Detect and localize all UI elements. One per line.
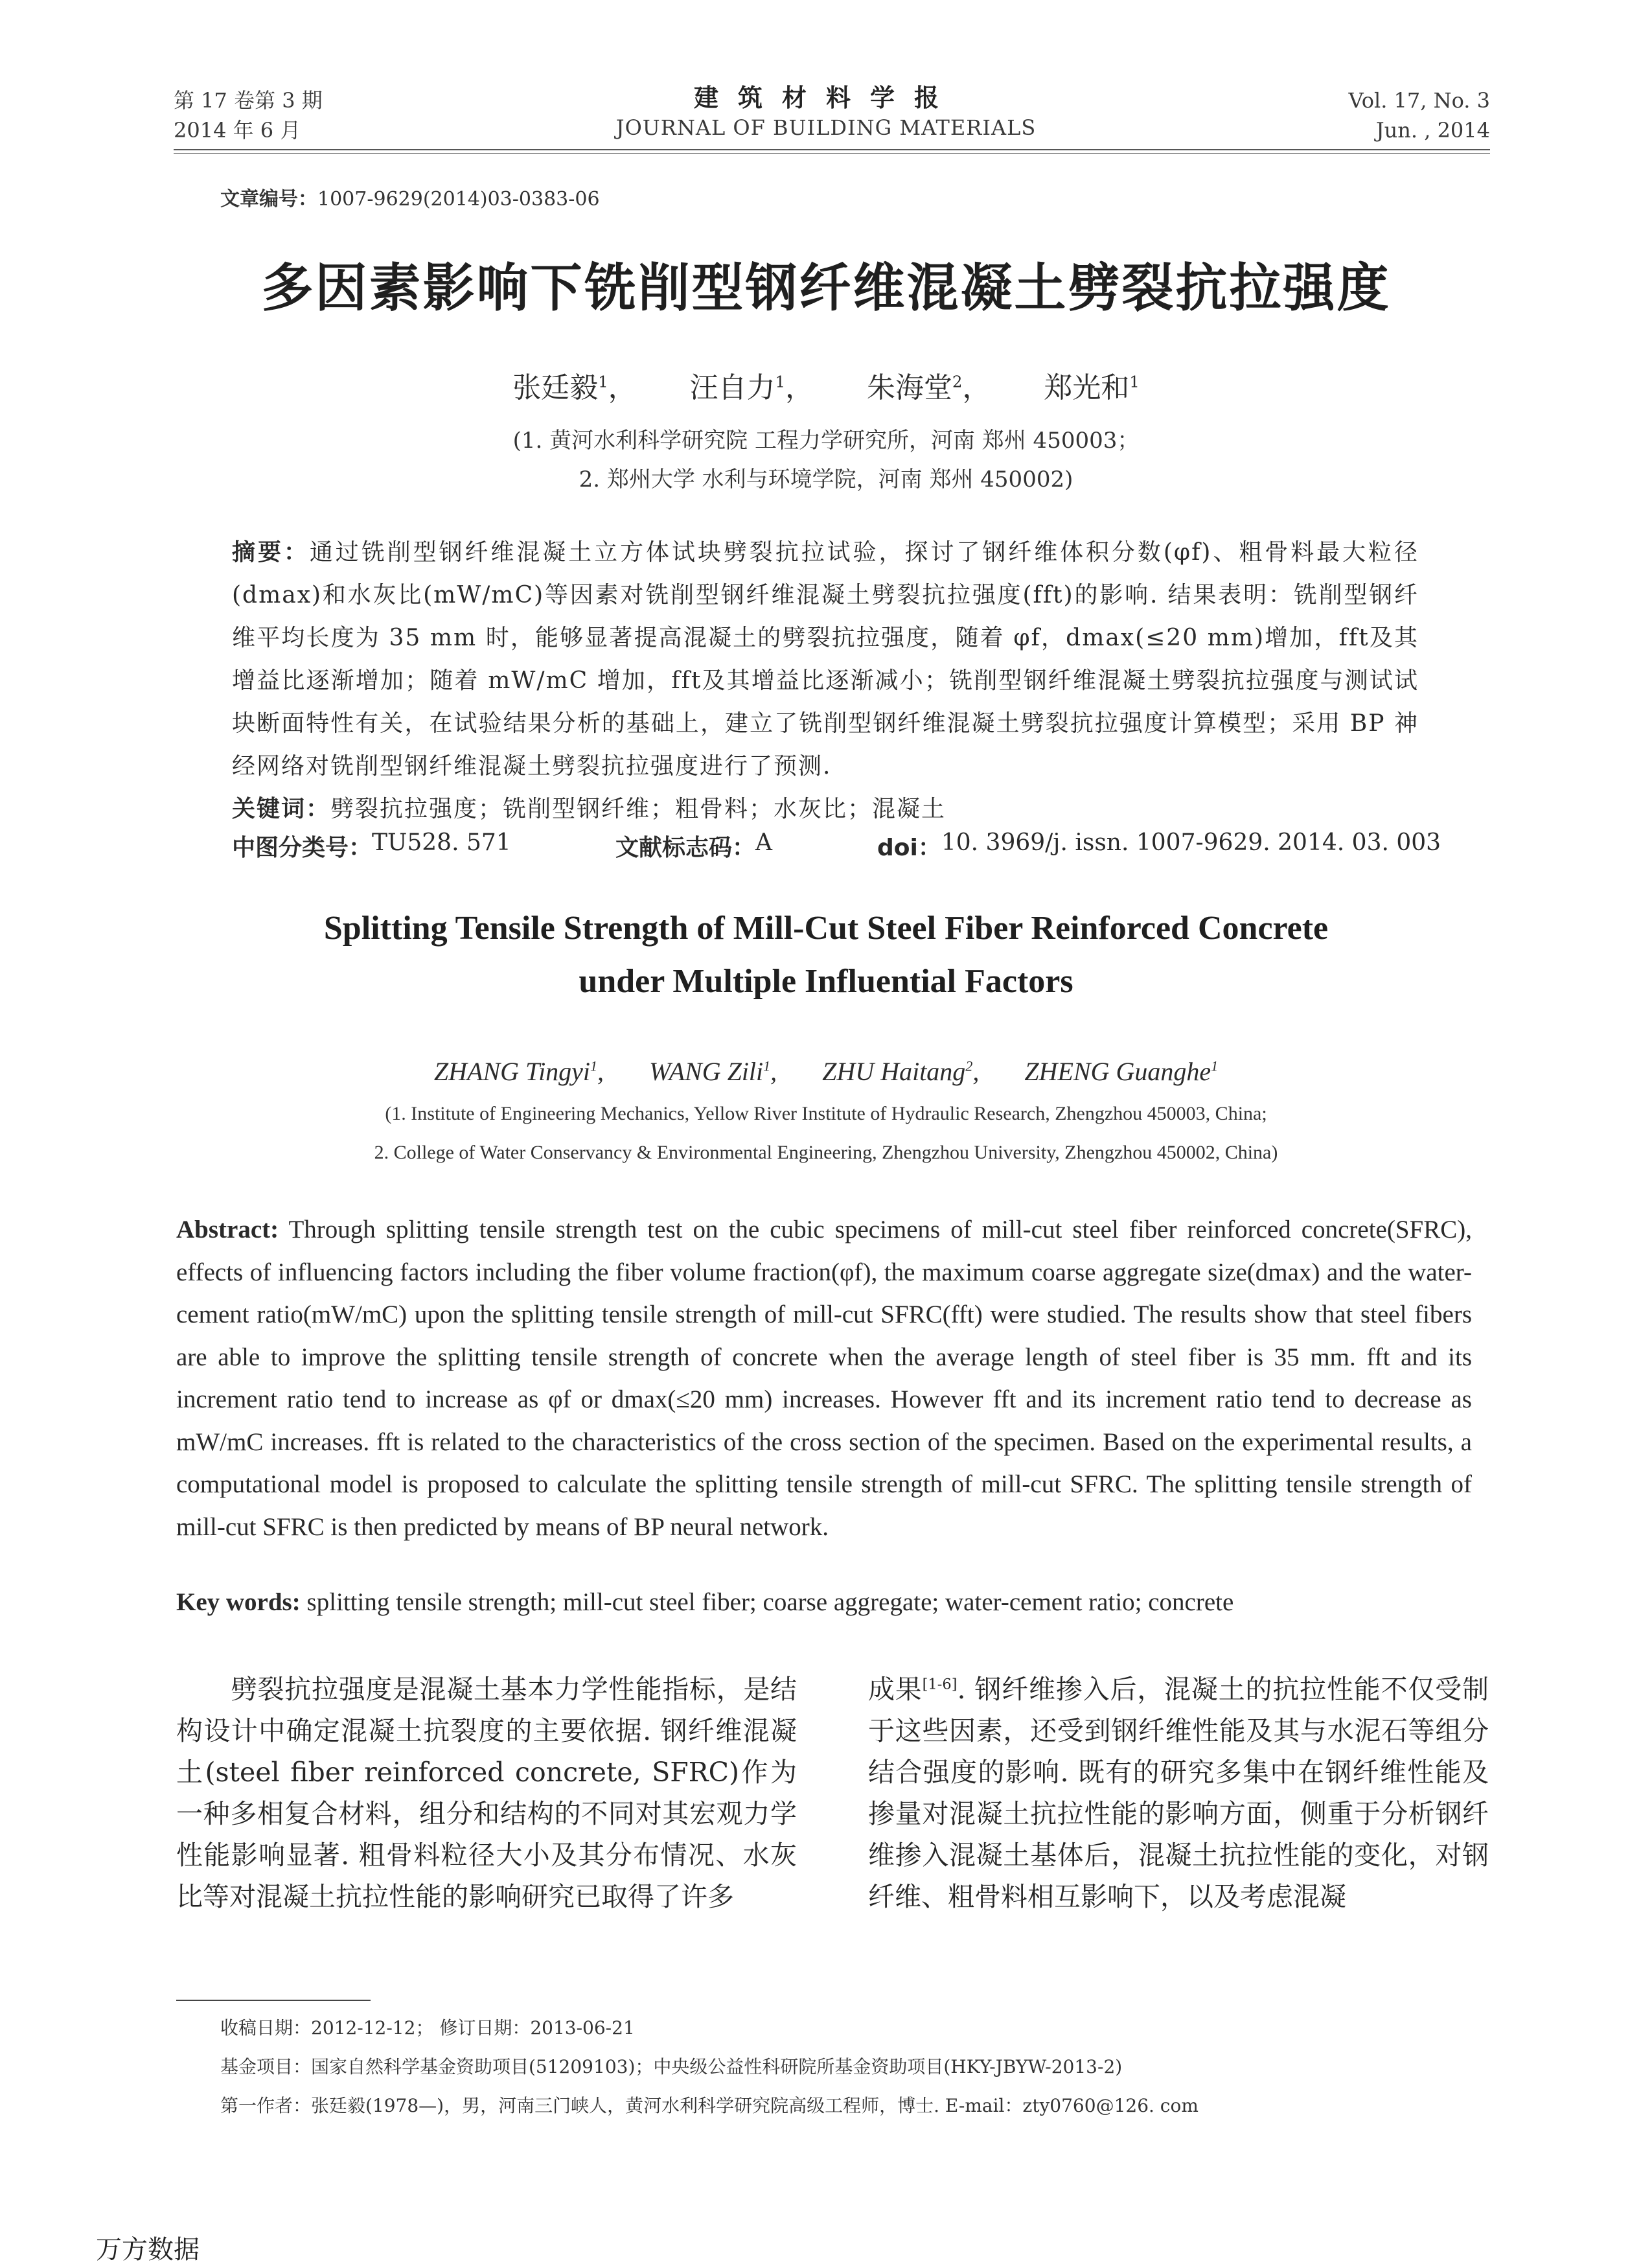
- document-code: 文献标志码： A: [615, 829, 773, 861]
- abstract-cn: [232, 531, 1419, 831]
- author-cn: 汪自力$^1$，: [689, 371, 814, 404]
- doi: doi： 10. 3969/j. issn. 1007-9629. 2014. 03. 003: [877, 829, 1441, 861]
- title-cn: 多因素影响下铣削型钢纤维混凝土劈裂抗拉强度: [261, 258, 1391, 318]
- footer-watermark: 万方数据: [96, 2235, 200, 2265]
- abstract-cn-label: 摘要：: [232, 539, 310, 566]
- author-cn: 张廷毅$^1$，: [512, 371, 637, 404]
- volume-en: Vol. 17, No. 3: [1348, 88, 1490, 113]
- article-number-label: 文章编号：: [220, 188, 317, 211]
- header-rule: [174, 149, 1490, 150]
- footnote-received: 收稿日期：2012-12-12； 修订日期：2013-06-21: [220, 2017, 635, 2039]
- journal-name-en: JOURNAL OF BUILDING MATERIALS: [615, 115, 1037, 140]
- keywords-en: [176, 1588, 1472, 1617]
- keywords-en-text: splitting tensile strength; mill-cut steel fiber; coarse aggregate; water-cement ratio; concrete: [306, 1588, 1234, 1616]
- author-en: WANG Zili$^1$,: [649, 1057, 777, 1086]
- body-column-right: 成果[1-6]. 钢纤维掺入后，混凝土的抗拉性能不仅受制于这些因素，还受到钢纤维性能及其与水泥石等组分结合强度的影响. 既有的研究多集中在钢纤维性能及掺量对混凝土抗拉性能的影响方面，侧重于分析钢纤维掺入混凝土基体后，混凝土抗拉性能的变化，对钢纤维、粗骨料相互影响下，以及考虑混凝: [868, 1674, 1489, 1912]
- volume-cn: 第 17 卷第 3 期: [174, 88, 323, 113]
- keywords-cn-text: 劈裂抗拉强度；铣削型钢纤维；粗骨料；水灰比；混凝土: [330, 796, 946, 822]
- journal-name-cn: 建筑材料学报: [693, 83, 958, 112]
- date-en: Jun. , 2014: [1375, 118, 1490, 143]
- affiliation-cn-2: 2. 郑州大学 水利与环境学院，河南 郑州 450002): [579, 467, 1073, 492]
- author-en: ZHANG Tingyi$^1$,: [433, 1057, 604, 1086]
- authors-en: [0, 1056, 1652, 1087]
- clc-code: 中图分类号： TU528. 571: [232, 829, 511, 861]
- authors-cn: [0, 364, 1652, 406]
- author-cn: 朱海堂$^2$，: [867, 371, 991, 404]
- article-number-value: 1007-9629(2014)03-0383-06: [317, 188, 600, 211]
- header-rule-thin: [174, 153, 1490, 154]
- citation: [1-6]: [922, 1676, 958, 1693]
- affiliation-cn-1: (1. 黄河水利科学研究院 工程力学研究所，河南 郑州 450003；: [512, 428, 1140, 454]
- running-header-right: [1349, 86, 1490, 145]
- keywords-en-label: Key words:: [176, 1588, 301, 1616]
- title-en: [0, 902, 1652, 1008]
- author-cn: 郑光和$^1$: [1044, 371, 1140, 404]
- footnote-first-author: 第一作者：张廷毅(1978—)，男，河南三门峡人，黄河水利科学研究院高级工程师，博士. E-mail：zty0760@126. com: [220, 2095, 1199, 2116]
- classification-row: [232, 829, 1441, 868]
- title-en-line-2: under Multiple Influential Factors: [579, 963, 1073, 1000]
- abstract-en-text: Through splitting tensile strength test on the cubic specimens of mill-cut steel fiber reinforced concrete(SFRC), effects of influencing factors including the fiber volume fraction(φf), the maximum coarse aggregate size(dmax) and the water-cement ratio(mW/mC) upon the splitting tensile strength of mill-cut SFRC(fft) were studied. The results show that steel fibers are able to improve the splitting tensile strength of concrete when the average length of steel fiber is 35 mm. fft and its increment ratio tend to increase as φf or dmax(≤20 mm) increases. However fft and its increment ratio tend to decrease as mW/mC increases. fft is related to the characteristics of the cross section of the specimen. Based on the experimental results, a computational model is proposed to calculate the splitting tensile strength of mill-cut SFRC. The splitting tensile strength of mill-cut SFRC is then predicted by means of BP neural network.: [176, 1216, 1472, 1541]
- author-en: ZHENG Guanghe$^1$: [1024, 1057, 1219, 1086]
- article-number: [220, 183, 600, 211]
- abstract-en: [176, 1208, 1472, 1548]
- affiliation-en-2: 2. College of Water Conservancy & Environmental Engineering, Zhengzhou University, Zhengzhou 450002, China): [374, 1142, 1278, 1163]
- body-column-left: 劈裂抗拉强度是混凝土基本力学性能指标，是结构设计中确定混凝土抗裂度的主要依据. 钢纤维混凝土(steel fiber reinforced concrete, SFRC)作为一种多相复合材料，组分和结构的不同对其宏观力学性能影响显著. 粗骨料粒径大小及其分布情况、水灰比等对混凝土抗拉性能的影响研究已取得了许多: [176, 1674, 797, 1912]
- abstract-en-label: Abstract:: [176, 1216, 279, 1243]
- title-en-line-1: Splitting Tensile Strength of Mill-Cut Steel Fiber Reinforced Concrete: [323, 910, 1329, 947]
- affiliation-en-1: (1. Institute of Engineering Mechanics, Yellow River Institute of Hydraulic Research, Zhengzhou 450003, China;: [385, 1103, 1267, 1124]
- author-en: ZHU Haitang$^2$,: [822, 1057, 980, 1086]
- footnote-rule: [176, 2000, 371, 2001]
- footnote-funding: 基金项目：国家自然科学基金资助项目(51209103)；中央级公益性科研院所基金资助项目(HKY-JBYW-2013-2): [220, 2056, 1123, 2077]
- date-cn: 2014 年 6 月: [174, 118, 301, 143]
- keywords-cn-label: 关键词：: [232, 796, 331, 822]
- abstract-cn-text: 通过铣削型钢纤维混凝土立方体试块劈裂抗拉试验，探讨了钢纤维体积分数(φf)、粗骨料最大粒径(dmax)和水灰比(mW/mC)等因素对铣削型钢纤维混凝土劈裂抗拉强度(fft)的影响. 结果表明：铣削型钢纤维平均长度为 35 mm 时，能够显著提高混凝土的劈裂抗拉强度，随着 φf，dmax(≤20 mm)增加，fft及其增益比逐渐增加；随着 mW/mC 增加，fft及其增益比逐渐减小；铣削型钢纤维混凝土劈裂抗拉强度与测试试块断面特性有关，在试验结果分析的基础上，建立了铣削型钢纤维混凝土劈裂抗拉强度计算模型；采用 BP 神经网络对铣削型钢纤维混凝土劈裂抗拉强度进行了预测.: [232, 539, 1419, 780]
